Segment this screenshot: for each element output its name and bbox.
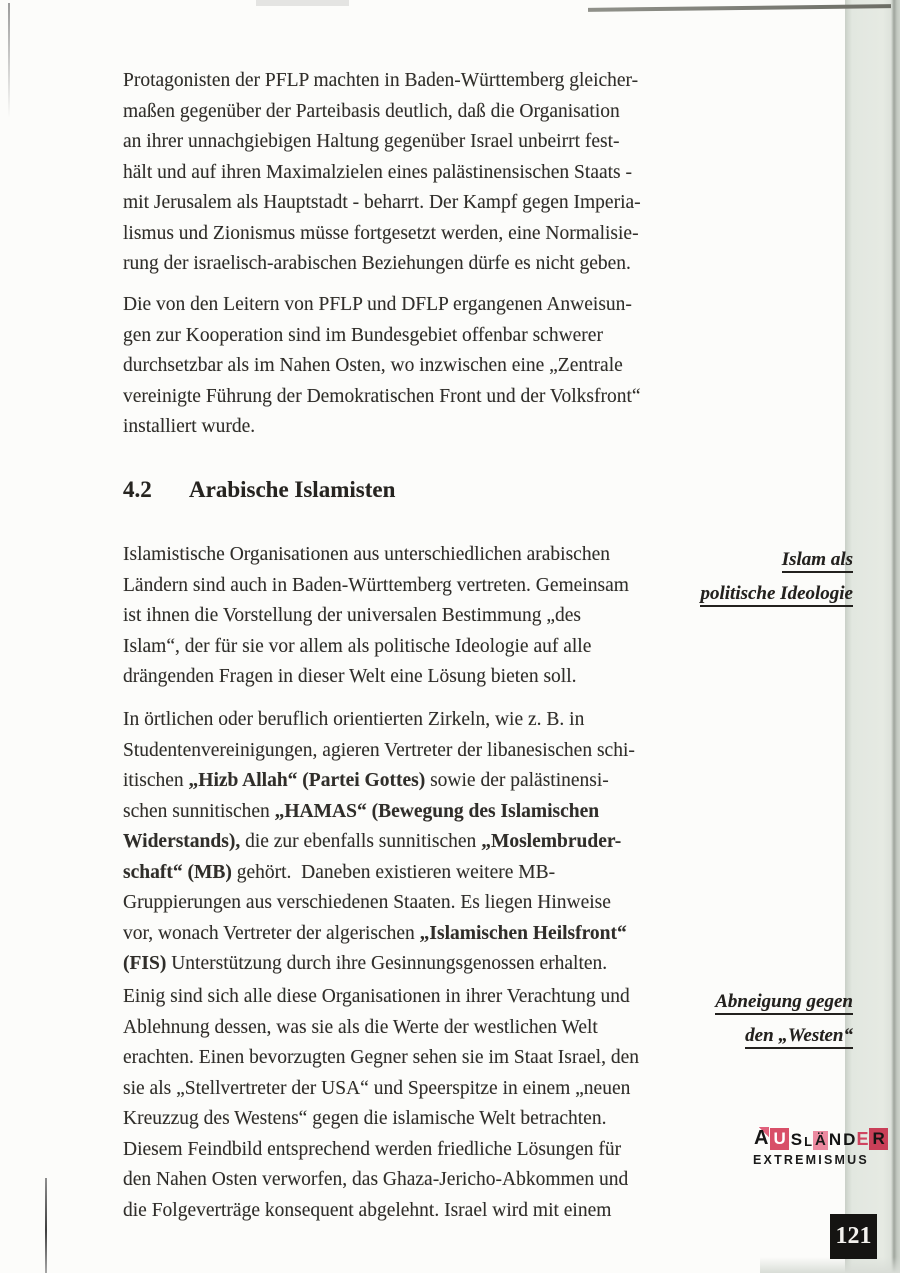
page-bottom-shadow [760,1257,900,1273]
body-paragraph-pflp: Protagonisten der PFLP machten in Baden-Württemberg gleicher- maßen gegenüber der Parteibasis deutlich, daß die Organisation an ihrer unnachgiebigen Haltung gegenüber Israel unbeirrt fest- hält und auf ihren Maximalzielen eines palästinensischen Staats - mit Jerusalem als Hauptstadt - beharrt. Der Kampf gegen Imperia- lismus und Zionismus müsse fortgesetzt werden, eine Normalisie- rung der israelisch-arabischen Beziehungen dürfe es nicht geben. [123,70,641,274]
body-paragraph-kooperation: Die von den Leitern von PFLP und DFLP ergangenen Anweisun- gen zur Kooperation sind im Bundesgebiet offenbar schwerer durchsetzbar als im Nahen Osten, wo inzwischen eine „Zentrale vereinigte Führung der Demokratischen Front und der Volksfront“ installiert wurde. [123,294,641,437]
page-number-badge [830,1214,877,1259]
scan-artifact-top-bar [256,0,349,6]
scan-artifact-bottom-left-line [45,1178,47,1273]
page-edge-background [845,0,900,1273]
logo-word-extremismus: EXTREMISMUS [753,1153,869,1167]
section-heading [123,477,395,503]
margin-note-abneigung-gegen-westen: Abneigung gegen den „Westen“ [620,985,853,1052]
body-paragraph-zirkel-gruppen: In örtlichen oder beruflich orientierten Zirkeln, wie z. B. in Studentenvereinigungen, agieren Vertreter der libanesischen schi- itischen „Hizb Allah“ (Partei Gottes) sowie der palästinensi- schen sunnitischen „HAMAS“ (Bewegung des Islamischen Widerstands), die zur ebenfalls sunnitischen „Moslembruder- schaft“ (MB) gehört. Daneben existieren weitere MB- Gruppierungen aus verschiedenen Staaten. Es liegen Hinweise vor, wonach Vertreter der algerischen „Islamischen Heilsfront“ (FIS) Unterstützung durch ihre Gesinnungsgenossen erhalten. [123,709,635,974]
scan-artifact-left-line [8,3,10,118]
body-paragraph-islamistische-organisationen: Islamistische Organisationen aus unterschiedlichen arabischen Ländern sind auch in Baden-Württemberg vertreten. Gemeinsam ist ihnen die Vorstellung der universalen Bestimmung „des Islam“, der für sie vor allem als politische Ideologie auf alle drängenden Fragen in dieser Welt eine Lösung bieten soll. [123,544,629,687]
margin-note-islam-als-politische-ideologie: Islam als politische Ideologie [620,543,853,610]
auslaenderextremismus-logo [753,1127,883,1167]
section-number: 4.2 [123,477,152,502]
page-number: 121 [835,1223,872,1249]
section-title: Arabische Islamisten [189,477,396,502]
logo-word-auslaender: A U S L Ä N D E R [753,1127,883,1150]
body-paragraph-westliche-welt: Einig sind sich alle diese Organisationen in ihrer Verachtung und Ablehnung dessen, was sie als die Werte der westlichen Welt erachten. Einen bevorzugten Gegner sehen sie im Staat Israel, den sie als „Stellvertreter der USA“ und Speerspitze in einem „neuen Kreuzzug des Westens“ gegen die islamische Welt betrachten. Diesem Feindbild entsprechend werden friedliche Lösungen für den Nahen Osten verworfen, das Ghaza-Jericho-Abkommen und die Folgeverträge konsequent abgelehnt. Israel wird mit einem [123,986,639,1221]
